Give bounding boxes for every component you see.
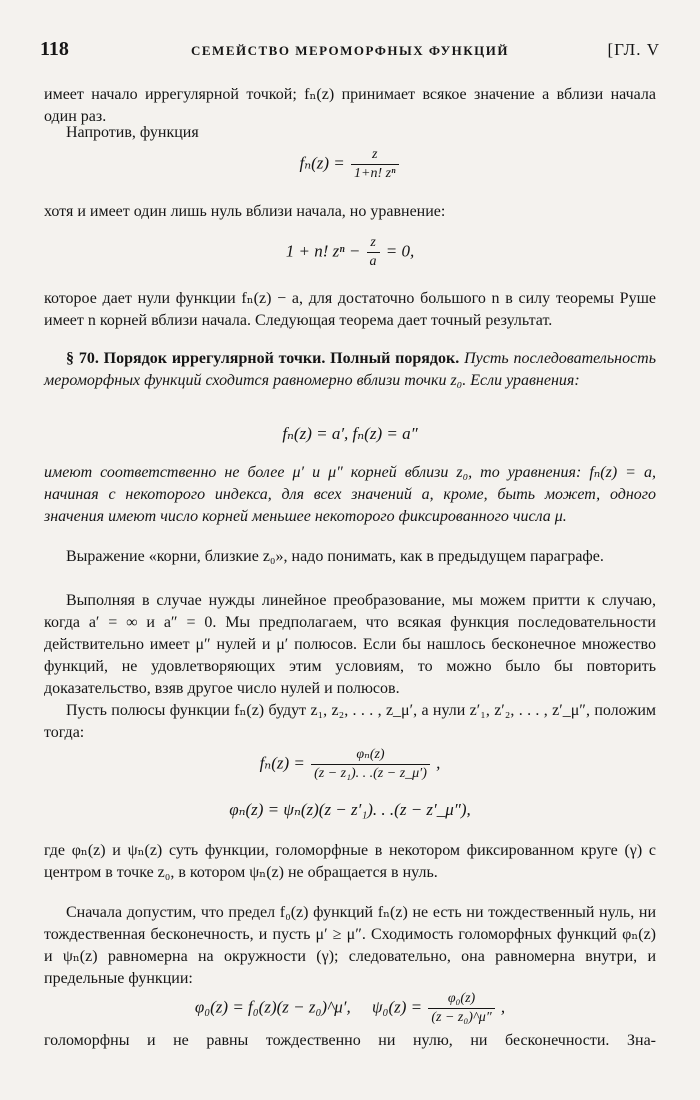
paragraph-12: голоморфны и не равны тождественно ни нулю, ни бесконечности. Зна-: [44, 1032, 656, 1049]
eq6-tail: ,: [500, 997, 506, 1017]
eq4-tail: ,: [436, 753, 441, 773]
eq4-numerator: φₙ(z): [311, 746, 430, 765]
eq2-left: 1 + n! zⁿ −: [285, 241, 361, 261]
eq1-denominator: 1+n! zⁿ: [354, 166, 396, 181]
paragraph-4: которое дает нули функции fₙ(z) − a, для достаточно большого n в силу теоремы Руше имеет n корней вблизи начала. Следующая теорема дает точный результат.: [44, 290, 656, 329]
running-title: СЕМЕЙСТВО МЕРОМОРФНЫХ ФУНКЦИЙ: [191, 43, 509, 58]
equation-1: [44, 146, 656, 183]
paragraph-8: Выполняя в случае нужды линейное преобразование, мы можем притти к случаю, когда a′ = ∞ и a″ = 0. Мы предполагаем, что всякая функция последовательности действительно имеет μ″ нулей и μ′ полюсов. Если бы нашлось бесконечное множество функций, не удовлетворяющих этим условиям, то можно было бы повторить доказательство, взяв другое число нулей и полюсов.: [44, 592, 656, 697]
eq6-part1: φ₀(z) = f₀(z)(z − z₀)^μ′,: [194, 997, 351, 1017]
eq1-fraction: [351, 146, 398, 183]
eq2-fraction: [367, 234, 380, 271]
eq2-numerator: z: [367, 234, 380, 253]
equation-3: fₙ(z) = a′, fₙ(z) = a″: [282, 424, 418, 443]
paragraph-5: [44, 348, 656, 392]
eq1-numerator: z: [351, 146, 398, 165]
equation-4: [44, 746, 656, 783]
eq4-lhs: fₙ(z) =: [259, 753, 305, 773]
paragraph-2: Напротив, функция: [66, 124, 199, 141]
eq6-numerator: φ₀(z): [428, 990, 494, 1009]
eq2-right: = 0,: [385, 241, 415, 261]
page-number: 118: [40, 38, 69, 60]
theorem-statement: Пусть последовательность мероморфных функций сходится равномерно вблизи точки z₀. Если уравнения:: [44, 350, 657, 389]
eq1-lhs: fₙ(z) =: [299, 153, 345, 173]
paragraph-9: Пусть полюсы функции fₙ(z) будут z₁, z₂, . . . , z_μ′, а нули z′₁, z′₂, . . . , z′_μ″, положим тогда:: [44, 702, 656, 741]
eq6-denominator: (z − z₀)^μ″: [431, 1010, 492, 1025]
equation-2: [44, 234, 656, 271]
equation-5: φₙ(z) = ψₙ(z)(z − z′₁). . .(z − z′_μ″),: [229, 800, 471, 819]
eq4-denominator: (z − z₁). . .(z − z_μ′): [314, 766, 427, 781]
paragraph-3: хотя и имеет один лишь нуль вблизи начала, но уравнение:: [44, 203, 446, 220]
running-header: [40, 38, 660, 64]
eq2-denominator: a: [369, 254, 377, 269]
paragraph-11: Сначала допустим, что предел f₀(z) функций fₙ(z) не есть ни тождественный нуль, ни тождественная бесконечность, и пусть μ′ ≥ μ″. Сходимость голоморфных функций φₙ(z) и ψₙ(z) равномерна на окружности (γ); следовательно, она равномерна внутри, и предельные функции:: [44, 904, 656, 987]
paragraph-1: имеет начало иррегулярной точкой; fₙ(z) принимает всякое значение a вблизи начала один раз.: [44, 86, 656, 125]
paragraph-10: где φₙ(z) и ψₙ(z) суть функции, голоморфные в некотором фиксированном круге (γ) с центром в точке z₀, в котором ψₙ(z) не обращается в нуль.: [44, 842, 656, 881]
eq6-fraction: [428, 990, 494, 1027]
eq6-lhs2: ψ₀(z) =: [371, 997, 423, 1017]
eq4-fraction: [311, 746, 430, 783]
paragraph-6: имеют соответственно не более μ′ и μ″ корней вблизи z₀, то уравнения: fₙ(z) = a, начиная с некоторого индекса, для всех значений a, кроме, быть может, одного значения имеют число корней меньшее некоторого фиксированного числа μ.: [44, 464, 656, 525]
chapter-marker: [ГЛ. V: [607, 40, 660, 59]
equation-6: [44, 990, 656, 1027]
section-heading: § 70. Порядок иррегулярной точки. Полный порядок.: [66, 350, 460, 367]
paragraph-7: Выражение «корни, близкие z₀», надо понимать, как в предыдущем параграфе.: [66, 548, 604, 565]
